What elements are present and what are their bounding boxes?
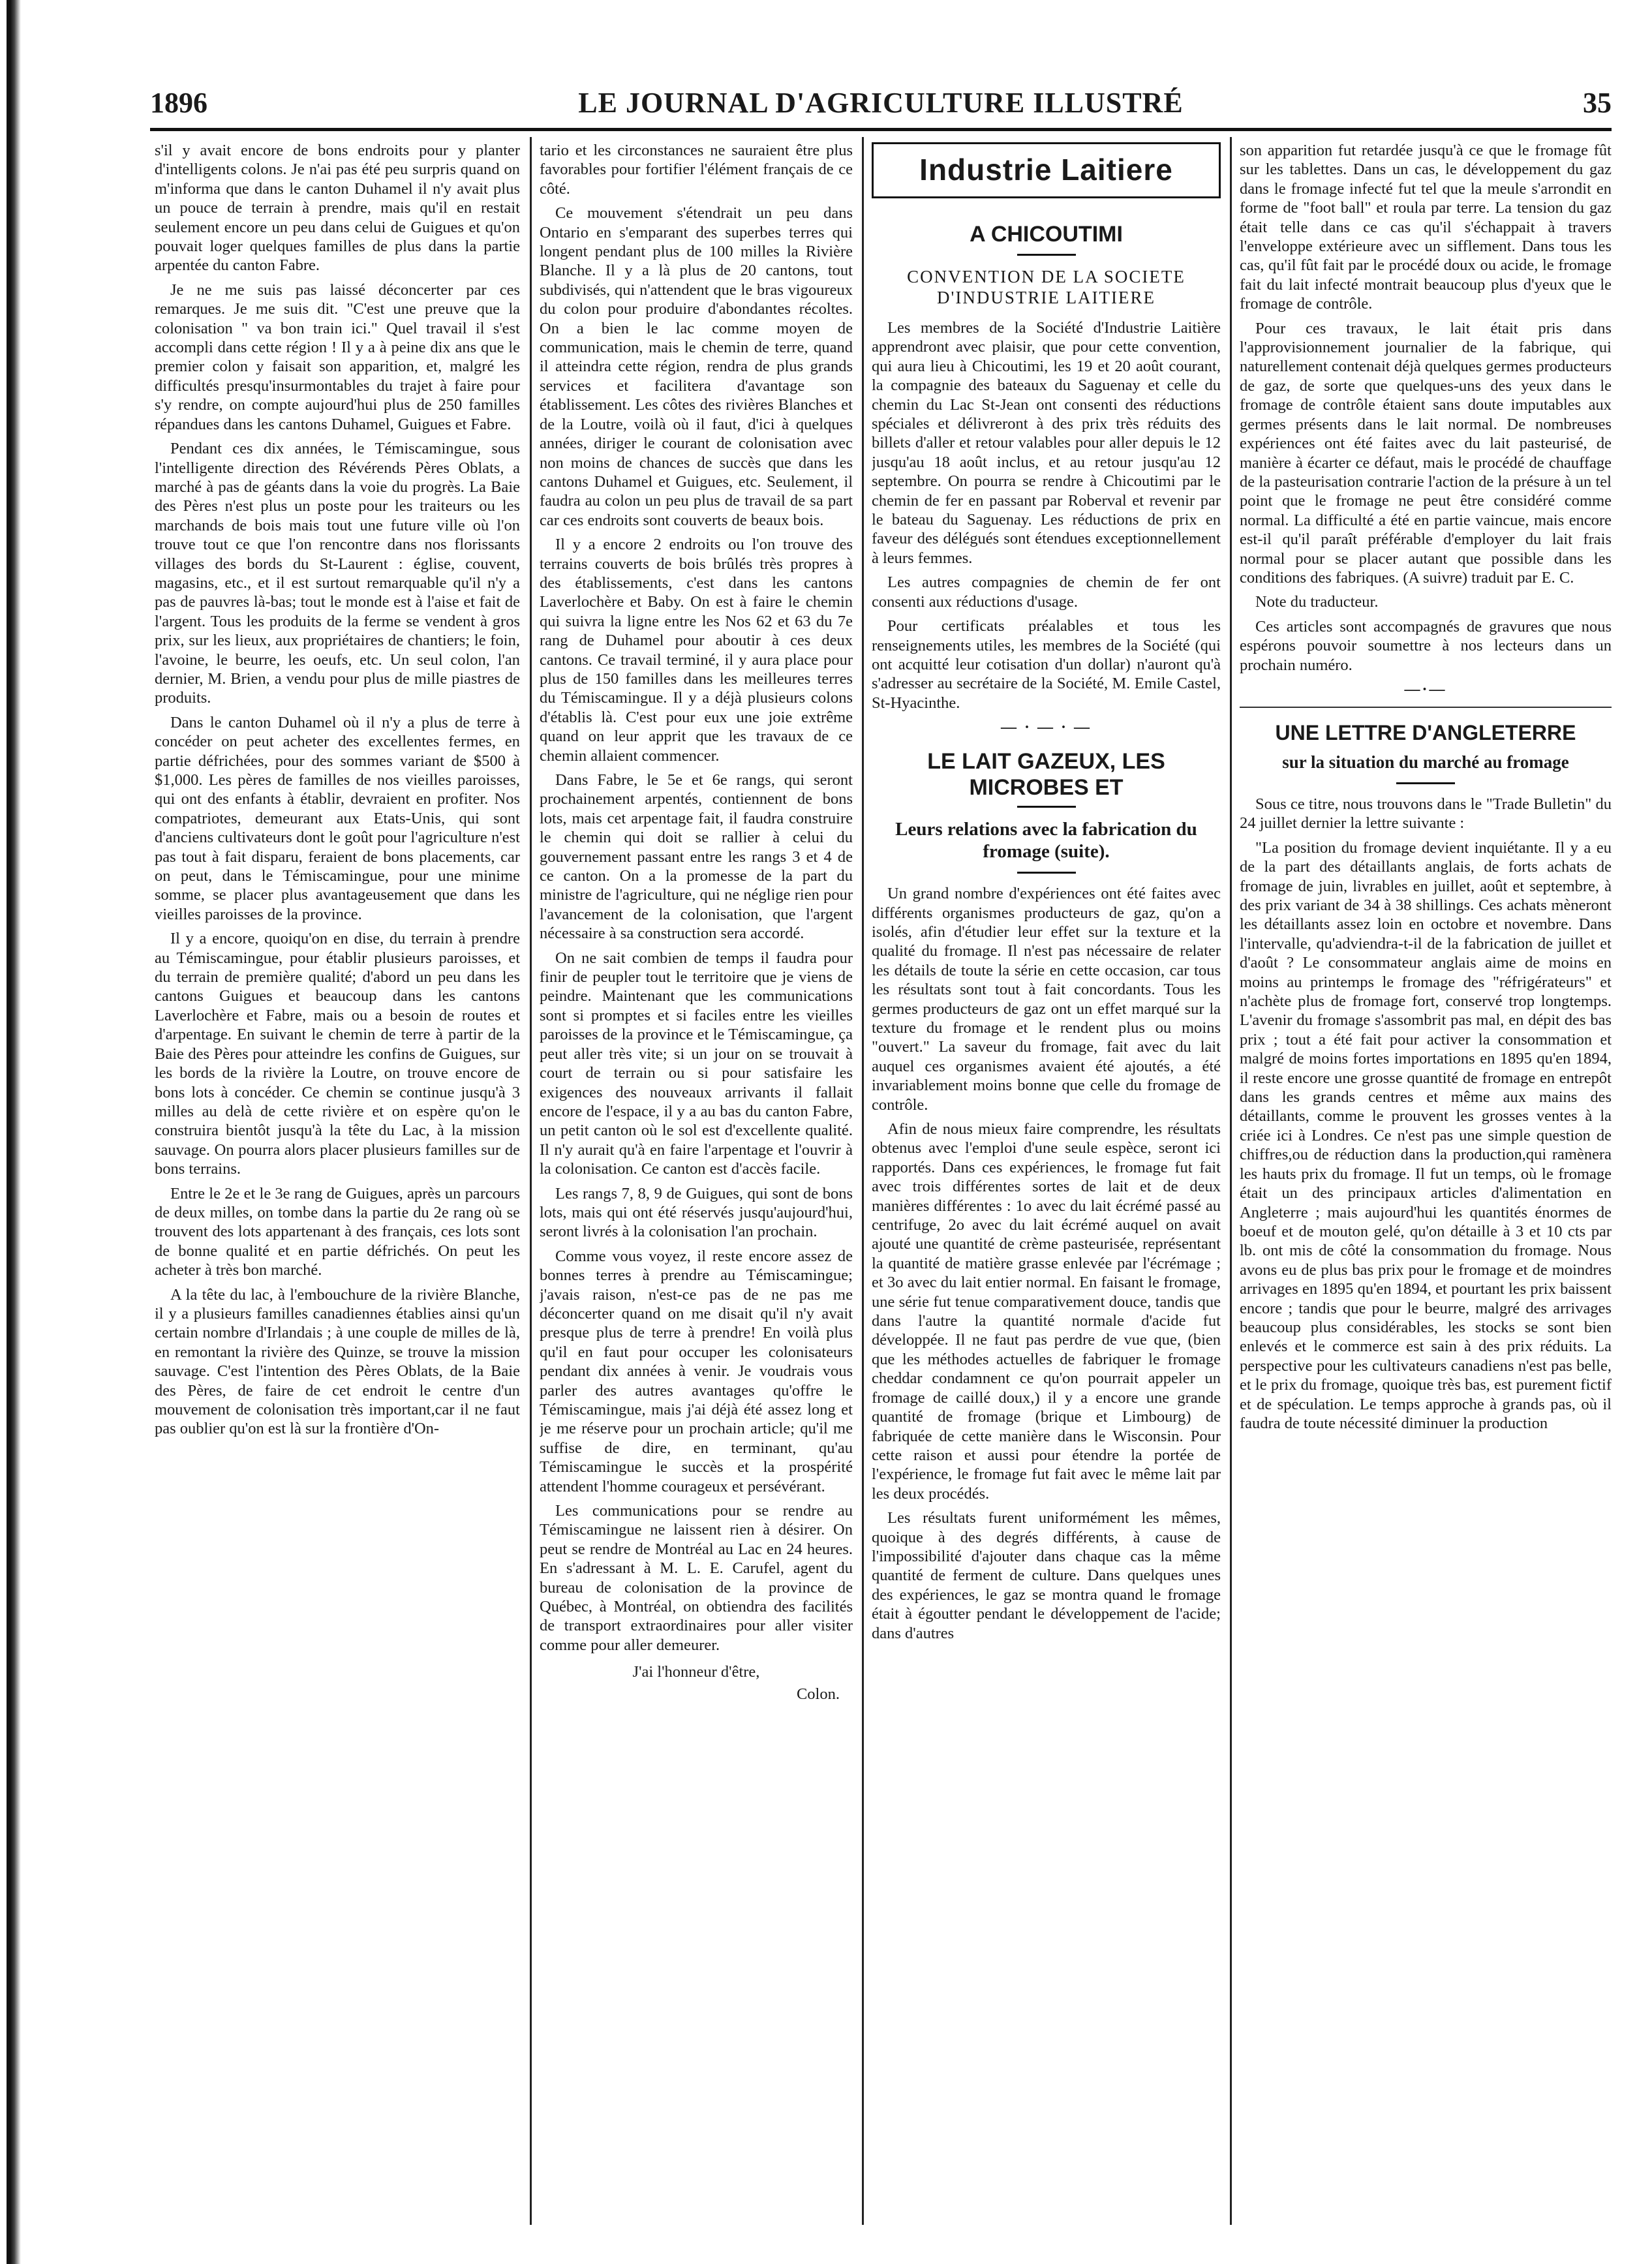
article-headline: LE LAIT GAZEUX, LES MICROBES ET xyxy=(927,749,1165,801)
article-paragraph: Il y a encore 2 endroits ou l'on trouve des terrains couverts de bois brûlés très propres à des établissements, c'est dans les cantons Laverlochère et Baby. On est à faire le chemin qui suivra la ligne entre les Nos 62 et 63 du 7e rang de Duhamel pour aboutir à ces deux cantons. Ce travail terminé, il y aura place pour plus de 150 familles dans les meilleures terres du Témiscamingue. Il y a déjà plusieurs colons d'établis là. C'est pour eux une joie extrême quand on leur apprit que les travaux de ce chemin allaient commencer. xyxy=(540,536,853,765)
article-paragraph: Les membres de la Société d'Industrie Laitière apprendront avec plaisir, que pour cette convention, qui aura lieu à Chicoutimi, les 19 et 20 août courant, la compagnie des bateaux du Saguenay et celle du chemin du Lac St-Jean ont consenti des réductions spéciales et délivreront à des prix très réduits des billets d'aller et retour valables pour aller depuis le 12 jusqu'au 18 août inclus, et au retour jusqu'au 12 septembre. On pourra se rendre à Chicoutimi par le chemin de fer en passant par Roberval et revenir par le bateau du Saguenay. Les réductions de prix en faveur des délégués sont étendues exceptionnellement à leurs femmes. xyxy=(872,319,1221,567)
article-paragraph: Dans Fabre, le 5e et 6e rangs, qui seront prochainement arpentés, contiennent de bons lots, mais cet arpentage fait, il faudra construire le chemin qui doit se rallier à celui du gouvernement passant entre les rangs 3 et 4 de ce canton. On a la promesse de la part du ministre de l'agriculture, qui ne néglige rien pour l'avancement de la colonisation, que l'argent nécessaire à sa construction sera accordé. xyxy=(540,771,853,943)
article-paragraph: On ne sait combien de temps il faudra pour finir de peupler tout le territoire que je viens de peindre. Maintenant que les communications sont si promptes et si faciles entre les vieilles paroisses de la province et le Témiscamingue, ça peut aller très vite; si un jour on se trouvait à court de terrain ou si pour satisfaire les exigences des nouveaux arrivants il fallait encore de l'espace, il y a au bas du canton Fabre, un petit canton où le sol est d'excellente qualité. Il n'y aurait qu'à en faire l'arpentage et l'ouvrir à la colonisation. Ce canton est d'accès facile. xyxy=(540,949,853,1178)
letter-closing: J'ai l'honneur d'être, xyxy=(632,1663,760,1681)
article-subheadline: Leurs relations avec la fabrication du fromage (suite). xyxy=(895,819,1197,863)
article-paragraph: Un grand nombre d'expériences ont été faites avec différents organismes producteurs de gaz, qu'on a isolés, afin d'étudier leur effet sur la texture et la qualité du fromage. Il n'est pas nécessaire de relater les détails de toute la série en cette occasion, car tous les résultats sont tout à fait concordants. Tous les germes producteurs de gaz ont un effet marqué sur la texture du fromage et le rendent plus ou moins "ouvert." La saveur du fromage, fait avec du lait auquel ces organismes avaient été ajoutés, a été invariablement moins bonne que celle du fromage de contrôle. xyxy=(872,885,1221,1114)
article-paragraph: Entre le 2e et le 3e rang de Guigues, après un parcours de deux milles, on tombe dans la partie du 2e rang où se trouvent des lots appartenant à des français, ces lots sont de bonne qualité et en partie défrichés. On peut les acheter à très bon marché. xyxy=(155,1184,520,1279)
page-binding-edge xyxy=(7,0,21,2264)
article-paragraph: Ce mouvement s'étendrait un peu dans Ontario en s'emparant des superbes terres qui longent pendant plus de 100 milles la Rivière Blanche. Il y a là plus de 20 cantons, tout subdivisés, qui n'attendent que le bras vigoureux du colon pour produire d'abondantes récoltes. On a bien le lac comme moyen de communication, mais le chemin de terre, quand il atteindra cette région, rendra de plus grands services et facilitera d'avantage son établissement. Les côtes des rivières Blanches et de la Loutre, voilà où il faut, d'ici à quelques années, diriger le courant de colonisation avec non moins de chances de succès que dans les cantons Duhamel et Guigues, etc. Seulement, il faudra au colon un peu plus de travail de sa part car ces endroits sont couverts de beaux bois. xyxy=(540,204,853,529)
convention-heading: CONVENTION DE LA SOCIETE D'INDUSTRIE LAITIERE xyxy=(907,267,1185,307)
article-paragraph: Les autres compagnies de chemin de fer ont consenti aux réductions d'usage. xyxy=(872,574,1221,611)
column-1 xyxy=(155,141,520,2216)
section-title: Industrie Laitiere xyxy=(919,153,1173,187)
page-number: 35 xyxy=(1583,87,1612,119)
article-paragraph: Comme vous voyez, il reste encore assez de bonnes terres à prendre au Témiscamingue; j'avais raison, n'est-ce pas de ne pas me déconcerter quand on me disait qu'il n'y avait presque plus de terre à prendre! En voilà plus qu'il en faut pour occuper les colonisateurs pendant dix années à venir. Je voudrais vous parler des autres avantages qu'offre le Témiscamingue, mais j'ai déjà été assez long et je me réserve pour un prochain article; qu'il me suffise de dire, en terminant, qu'au Témiscamingue le succès et la prospérité attendent l'homme courageux et persévérant. xyxy=(540,1247,853,1495)
separator-rule xyxy=(1396,782,1455,784)
article-paragraph: Les résultats furent uniformément les mêmes, quoique à des degrés différents, à cause de l'impossibilité d'ajouter dans chaque cas la même quantité de ferment de culture. Dans quelques unes des expériences, le gaz se montra quand le fromage était à égoutter pendant le développement de l'acide; dans d'autres xyxy=(872,1509,1221,1642)
article-paragraph: Je ne me suis pas laissé déconcerter par ces remarques. Je me suis dit. "C'est une preuve que la colonisation " va bon train ici." Quel travail il s'est accompli dans cette région ! Il y a à peine dix ans que le premier colon y faisait son apparition, et, malgré les difficultés presqu'insurmontables du trajet à faire pour s'y rendre, on compte aujourd'hui plus de 250 familles répandues dans les cantons Duhamel, Guigues et Fabre. xyxy=(155,281,520,433)
column-2 xyxy=(540,141,853,2216)
separator-rule xyxy=(1240,707,1612,708)
article-paragraph: A la tête du lac, à l'embouchure de la rivière Blanche, il y a plusieurs familles canadiennes établies ainsi qu'un certain nombre d'Irlandais ; à une couple de milles de là, en remontant la rivière des Quinze, se trouve la mission sauvage. C'est l'intention des Pères Oblats, de la Baie des Pères, de faire de cet endroit le centre d'un mouvement de colonisation très important,car il ne faut pas oublier qu'on est là sur la frontière d'On- xyxy=(155,1285,520,1438)
article-headline: UNE LETTRE D'ANGLETERRE xyxy=(1275,720,1576,744)
article-subheadline: sur la situation du marché au fromage xyxy=(1282,752,1569,772)
article-paragraph: Il y a encore, quoiqu'on en dise, du terrain à prendre au Témiscamingue, pour établir plusieurs paroisses, et du terrain de première qualité; d'abord un peu dans les cantons Guigues et beaucoup dans les cantons Laverlochère et Fabre, mais ou a besoin de routes et d'arpentage. En suivant le chemin de terre à partir de la Baie des Pères pour atteindre les confins de Guigues, sur les bords de la rivière la Loutre, on trouve encore de bons lots à concéder. Ce chemin se continue jusqu'à 3 milles au delà de cette rivière et on espère qu'on le construira bientôt jusqu'à la tête du Lac, à la mission sauvage. On pourra alors placer plusieurs familles sur de bons terrains. xyxy=(155,930,520,1178)
section-title-box xyxy=(872,142,1221,198)
separator-rule xyxy=(1017,806,1076,808)
article-paragraph: Afin de nous mieux faire comprendre, les résultats obtenus avec l'emploi d'une seule espèce, seront ici rapportés. Dans ces expériences, le fromage fut fait avec trois différentes sortes de lait et de deux manières différentes : 1o avec du lait écrémé passé au centrifuge, 2o avec du lait écrémé auquel on avait ajouté une quantité de crème pasteurisée, représentant la quantité de matière grasse enlevée par l'écrémage ; et 3o avec du lait entier normal. En faisant le fromage, une série fut tenue comparativement douce, tandis que dans l'autre la quantité normale d'acide fut développée. Il ne faut pas perdre de vue que, (bien que les méthodes actuelles de fabriquer le fromage cheddar condamnent ce qu'on pourrait appeler un fromage de caillé doux,) il y a encore une grande quantité de fromage (brique et Limbourg) de fabriquée de cette manière dans le Wisconsin. Pour cette raison et aussi pour étendre la portée de l'expérience, le fromage fut fait avec le même lait par les deux procédés. xyxy=(872,1120,1221,1503)
journal-title: LE JOURNAL D'AGRICULTURE ILLUSTRÉ xyxy=(578,87,1184,119)
column-rule xyxy=(1230,137,1232,2225)
article-paragraph: Pour certificats préalables et tous les renseignements utiles, les membres de la Société (qui ont acquitté leur cotisation d'un dollar) n'auront qu'à s'adresser au secrétaire de la Société, M. Emile Castel, St-Hyacinthe. xyxy=(872,617,1221,712)
translator-note: Ces articles sont accompagnés de gravures que nous espérons pouvoir soumettre à nos lecteurs dans un prochain numéro. xyxy=(1240,617,1612,674)
ornament-separator: — · — · — xyxy=(1000,719,1092,737)
translator-note-label: Note du traducteur. xyxy=(1255,593,1379,611)
article-paragraph: son apparition fut retardée jusqu'à ce que le fromage fût sur les tablettes. Dans un cas, le développement du gaz dans le fromage infecté fut tel que la meule s'arrondit en forme de "foot ball" et roula par terre. La tension du gaz était telle dans ce cas qu'il s'échappait à travers l'enveloppe extérieure avec un sifflement. Dans tous les cas, qu'il fût fait par le procédé doux ou acide, le fromage fait du lait infecté montrait beaucoup plus d'yeux que le fromage de contrôle. xyxy=(1240,142,1612,313)
column-rule xyxy=(862,137,864,2225)
article-paragraph: s'il y avait encore de bons endroits pour y planter d'intelligents colons. Je n'ai pas été peu surpris quand on m'informa que dans le canton Duhamel il n'y avait plus un pouce de terrain à prendre, mais qu'il en restait seulement encore un peu dans celui de Guigues et qu'on pouvait loger quelques familles de plus dans la partie arpentée du canton Fabre. xyxy=(155,142,520,275)
separator-rule xyxy=(1017,254,1076,256)
column-4 xyxy=(1240,141,1612,2216)
page-header xyxy=(150,85,1612,121)
separator-rule xyxy=(1017,872,1076,874)
article-paragraph: Pour ces travaux, le lait était pris dans l'approvisionnement journalier de la fabrique, qui naturellement contenait déjà quelques germes producteurs de gaz, de sorte que quelques-uns des yeux dans le fromage de contrôle étaient sans doute imputables aux germes présents dans le lait normal. De nombreuses expériences ont été faites avec du lait pasteurisé, de manière à écarter ce défaut, mais le procédé de chauffage de la pasteurisation contrarie l'action de la présure à un tel point que le fromage ne peut être considéré comme normal. La difficulté a été en partie vaincue, mais encore est-il qu'il paraît préférable d'employer du lait frais normal pour se placer autant que possible dans les conditions des fabriques. (A suivre) traduit par E. C. xyxy=(1240,319,1612,587)
article-paragraph: "La position du fromage devient inquiétante. Il y a eu de la part des détaillants anglais, de forts achats de fromage de juin, livrables en juillet, août et septembre, à des prix variant de 34 à 38 shillings. Ces achats mèneront les détaillants assez loin en octobre et novembre. Dans l'intervalle, qu'adviendra-t-il de la fabrication de juillet et d'août ? Le consommateur anglais aime de moins en moins au printemps le fromage des "réfrigérateurs" et n'achète plus de fromage fort, conservé trop longtemps. L'avenir du fromage s'assombrit pas mal, en dépit des bas prix ; tout a été fait pour activer la consommation et malgré de moins fortes importations en 1895 qu'en 1894, il reste encore une grosse quantité de fromage en entrepôt dans les grands centres et même aux mains des détaillants, comme le prouvent les grosses ventes à la criée ici à Londres. Ce n'est pas une simple question de chiffres,ou de réduction dans la production,qui ramènera les hauts prix du fromage. Il fut un temps, où le fromage était un des principaux articles d'alimentation en Angleterre ; mais aujourd'hui les quantités énormes de boeuf et de mouton gelé, qu'on détaille à 3 et 10 cts par lb. ont mis de côté la consommation du fromage. Nous avons eu de plus bas prix pour le fromage et de moindres arrivages en 1895 qu'en 1894, et pourtant les prix baissent encore ; tandis que pour le beurre, malgré des arrivages beaucoup plus considérables, les stocks se sont bien enlevés et le commerce est sain à des prix réduits. La perspective pour les cultivateurs canadiens n'est pas belle, et le prix du fromage, quoique très bas, est purement fictif et de spéculation. Le temps approche à grands pas, où il faudra de toute nécessité diminuer la production xyxy=(1240,838,1612,1432)
column-3 xyxy=(872,141,1221,2216)
article-paragraph: Dans le canton Duhamel où il n'y a plus de terre à concéder on peut acheter des excellentes fermes, en partie défrichées, pour des sommes variant de $500 à $1,000. Les pères de familles de nos vieilles paroisses, qui ont des enfants à établir, devraient en profiter. Nos compatriotes, demeurant aux Etats-Unis, qui sont d'anciens cultivateurs dont le goût pour l'agriculture n'est pas tout à fait disparu, feraient de bons placements, car on peut, dans le Témiscamingue, pour une minime somme, se placer plus avantageusement que dans les vieilles paroisses de la province. xyxy=(155,713,520,923)
article-paragraph: Sous ce titre, nous trouvons dans le "Trade Bulletin" du 24 juillet dernier la lettre suivante : xyxy=(1240,795,1612,833)
column-rule xyxy=(530,137,532,2225)
article-paragraph: Les rangs 7, 8, 9 de Guigues, qui sont de bons lots, mais qui ont été réservés jusqu'aujourd'hui, seront livrés à la colonisation l'an prochain. xyxy=(540,1184,853,1241)
article-location-heading: A CHICOUTIMI xyxy=(970,222,1123,247)
article-paragraph: Les communications pour se rendre au Témiscamingue ne laissent rien à désirer. On peut se rendre de Montréal au Lac en 24 heures. En s'adressant à M. L. E. Carufel, agent du bureau de colonisation de la province de Québec, à Montréal, on obtiendra des facilités de transport extraordinaires pour aller visiter comme pour aller demeurer. xyxy=(540,1502,853,1654)
header-rule xyxy=(150,128,1612,131)
article-paragraph: Pendant ces dix années, le Témiscamingue, sous l'intelligente direction des Révérends Pères Oblats, a marché à pas de géants dans la voie du progrès. La Baie des Pères n'est plus un poste pour les traiteurs ou les marchands de bois mais tout une future ville où l'on trouve tout ce que l'on rencontre dans nos florissants villages des bords du St-Laurent : église, couvent, magasins, etc., et il est surtout remarquable qu'il n'y a pas de pauvres là-bas; tout le monde est à l'aise et fait de l'argent. Tous les produits de la ferme se vendent à gros prix, sur les lieux, aux propriétaires de chantiers; le foin, l'avoine, le beurre, les oeufs, etc. Un seul colon, l'an dernier, M. Brien, a vendu pour plus de mille piastres de produits. xyxy=(155,440,520,707)
header-year: 1896 xyxy=(150,87,207,119)
article-paragraph: tario et les circonstances ne sauraient être plus favorables pour fortifier l'élément français de ce côté. xyxy=(540,142,853,198)
letter-signature: Colon. xyxy=(796,1685,840,1704)
ornament-separator: —·— xyxy=(1404,681,1447,698)
